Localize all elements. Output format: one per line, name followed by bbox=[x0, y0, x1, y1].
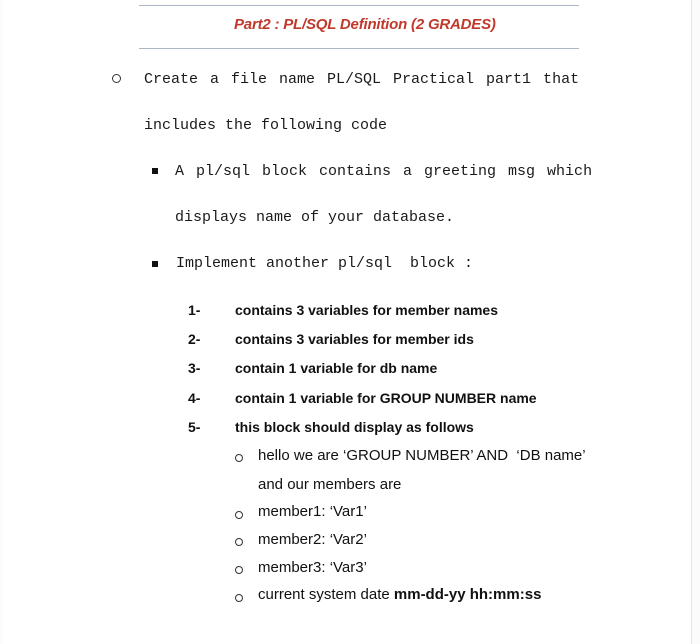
requirement-text: contain 1 variable for GROUP NUMBER name bbox=[235, 390, 537, 406]
requirement-text: this block should display as follows bbox=[235, 419, 474, 435]
bottom-divider bbox=[139, 48, 579, 49]
hollow-bullet-icon bbox=[235, 511, 243, 519]
output-date-line bbox=[258, 586, 541, 603]
top-divider bbox=[139, 5, 579, 6]
task-line-2: includes the following code bbox=[144, 117, 388, 134]
hollow-bullet-icon bbox=[235, 566, 243, 574]
output-date-format: mm-dd-yy hh:mm:ss bbox=[393, 586, 542, 603]
requirement-text: contains 3 variables for member ids bbox=[235, 331, 474, 347]
output-hello-line-2: and our members are bbox=[258, 476, 402, 493]
requirement-text: contain 1 variable for db name bbox=[235, 360, 438, 376]
hollow-bullet-icon bbox=[235, 538, 243, 546]
section-heading: Part2 : PL/SQL Definition (2 GRADES) bbox=[234, 16, 496, 33]
requirement-number: 3- bbox=[188, 360, 201, 376]
output-date-prefix: current system date bbox=[258, 586, 394, 603]
hollow-bullet-icon bbox=[235, 594, 243, 602]
output-member-2: member2: ‘Var2’ bbox=[258, 531, 367, 548]
square-bullet-icon bbox=[152, 261, 158, 267]
requirement-text: contains 3 variables for member names bbox=[235, 302, 498, 318]
requirement-number: 1- bbox=[188, 302, 201, 318]
square-bullet-icon bbox=[152, 168, 158, 174]
output-member-1: member1: ‘Var1’ bbox=[258, 503, 367, 520]
hollow-bullet-icon bbox=[112, 74, 121, 83]
bullet-2-line-1: Implement another pl/sql block : bbox=[176, 255, 474, 272]
output-member-3: member3: ‘Var3’ bbox=[258, 559, 367, 576]
requirement-number: 2- bbox=[188, 331, 201, 347]
output-hello-line-1: hello we are ‘GROUP NUMBER’ AND ‘DB name’ bbox=[258, 447, 586, 464]
bullet-1-line-1: A pl/sql block contains a greeting msg which bbox=[175, 163, 593, 180]
requirement-number: 5- bbox=[188, 419, 201, 435]
hollow-bullet-icon bbox=[235, 454, 243, 462]
document-page bbox=[3, 0, 692, 644]
bullet-1-line-2: displays name of your database. bbox=[175, 209, 455, 226]
task-line-1: Create a file name PL/SQL Practical part1 that bbox=[144, 71, 580, 88]
requirement-number: 4- bbox=[188, 390, 201, 406]
